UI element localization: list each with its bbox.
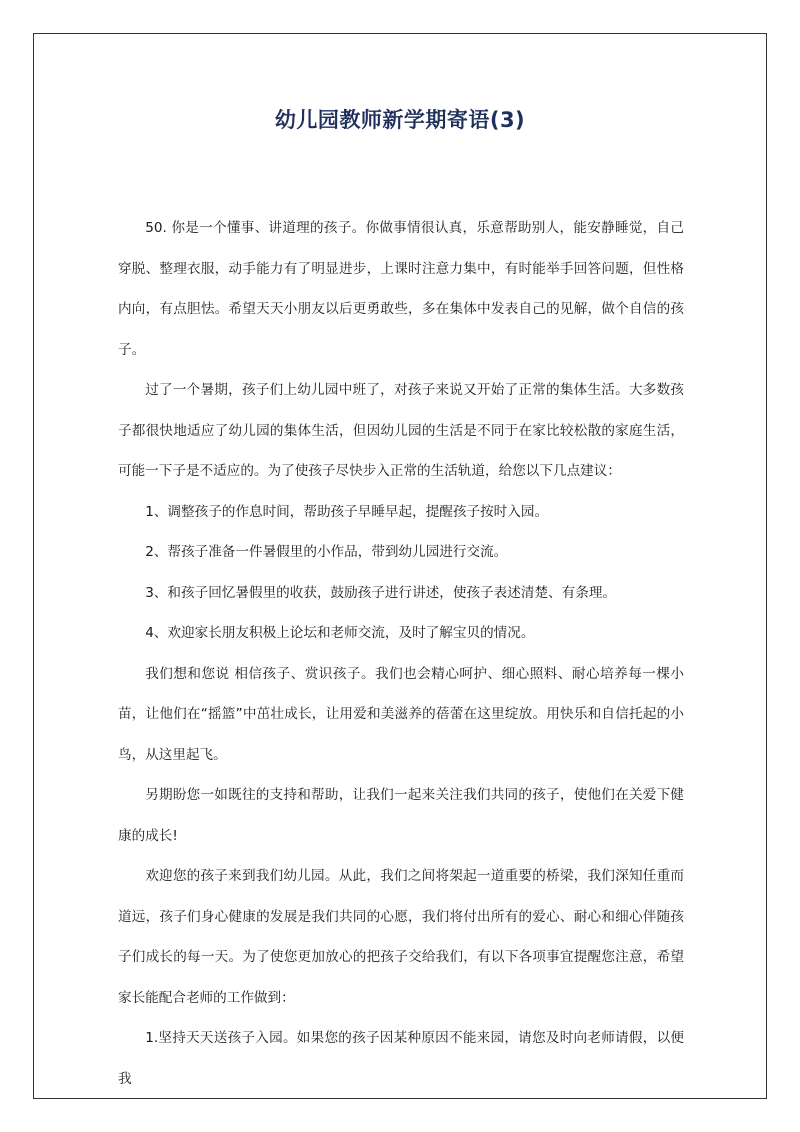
suggestion-item-4: 4、欢迎家长朋友积极上论坛和老师交流，及时了解宝贝的情况。	[145, 625, 535, 641]
paragraph-message: 我们想和您说 相信孩子、赏识孩子。我们也会精心呵护、细心照料、耐心培养每一棵小苗，让他们在“摇篮”中茁壮成长，让用爱和美滋养的蓓蕾在这里绽放。用快乐和自信托起的小鸟，从这里起飞。	[118, 665, 684, 763]
suggestion-item-1: 1、调整孩子的作息时间，帮助孩子早睡早起，提醒孩子按时入园。	[145, 503, 549, 520]
paragraph-hope: 另期盼您一如既往的支持和帮助，让我们一起来关注我们共同的孩子，使他们在关爱下健康的成长!	[118, 787, 684, 844]
paragraph-welcome: 欢迎您的孩子来到我们幼儿园。从此，我们之间将架起一道重要的桥梁，我们深知任重而道远，孩子们身心健康的发展是我们共同的心愿，我们将付出所有的爱心、耐心和细心伴随孩子们成长的每一天。为了使您更加放心的把孩子交给我们，有以下各项事宜提醒您注意，希望家长能配合老师的工作做到：	[118, 868, 684, 1006]
suggestion-item-3: 3、和孩子回忆暑假里的收获，鼓励孩子进行讲述，使孩子表述清楚、有条理。	[145, 584, 617, 601]
document-title: 幼儿园教师新学期寄语(3)	[274, 108, 526, 132]
rule-item-1: 1.坚持天天送孩子入园。如果您的孩子因某种原因不能来园，请您及时向老师请假，以便我	[118, 1030, 684, 1087]
suggestion-item-2: 2、帮孩子准备一件暑假里的小作品，带到幼儿园进行交流。	[145, 544, 508, 560]
paragraph-comment-50: 50. 你是一个懂事、讲道理的孩子。你做事情很认真，乐意帮助别人，能安静睡觉，自己穿脱、整理衣服，动手能力有了明显进步，上课时注意力集中，有时能举手回答问题，但性格内向，有点胆怯。希望天天小朋友以后更勇敢些，多在集体中发表自己的见解，做个自信的孩子。	[118, 220, 684, 358]
paragraph-intro: 过了一个暑期，孩子们上幼儿园中班了，对孩子来说又开始了正常的集体生活。大多数孩子都很快地适应了幼儿园的集体生活，但因幼儿园的生活是不同于在家比较松散的家庭生活，可能一下子是不适应的。为了使孩子尽快步入正常的生活轨道，给您以下几点建议：	[118, 382, 684, 479]
document-body	[118, 208, 684, 1099]
